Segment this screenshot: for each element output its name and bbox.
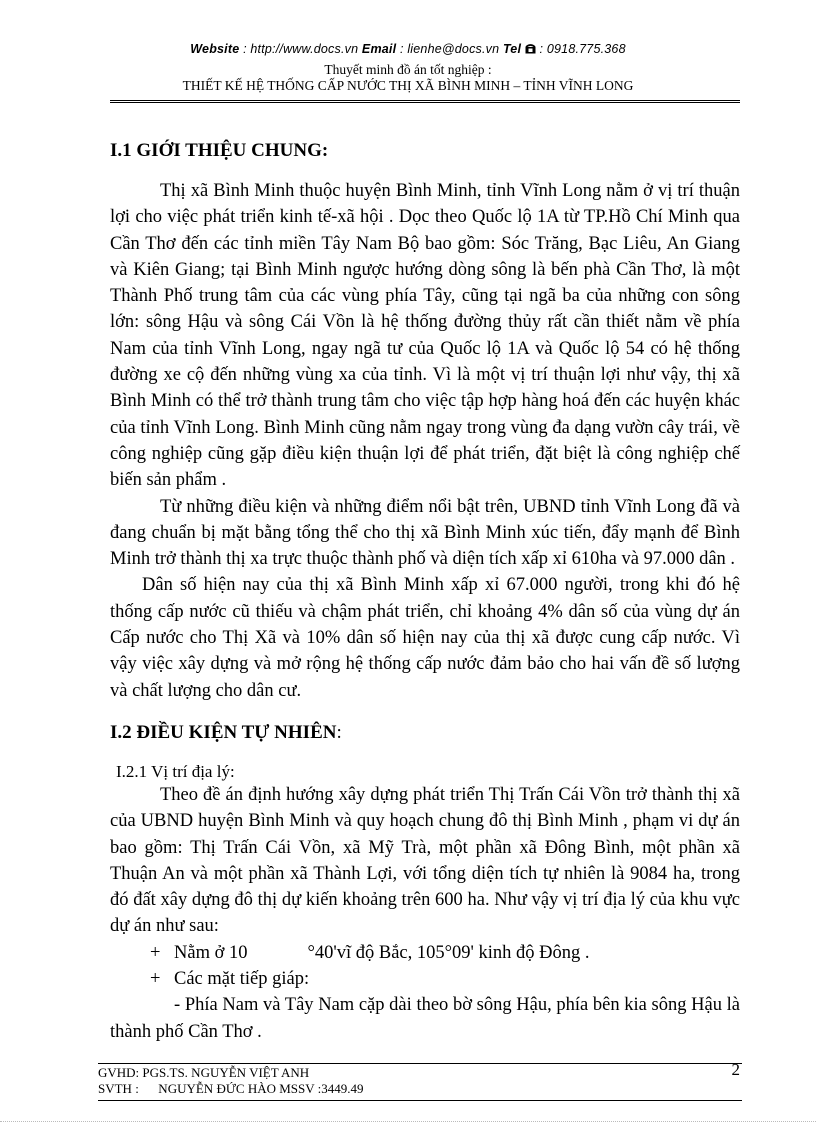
header-rule-double xyxy=(110,102,740,103)
bullet-borders-text: Các mặt tiếp giáp: xyxy=(174,969,310,990)
section-1-title: I.1 GIỚI THIỆU CHUNG: xyxy=(110,140,329,161)
subsection-title: I.2.1 Vị trí địa lý: xyxy=(116,761,235,781)
dash-item-south: - Phía Nam và Tây Nam cặp dài theo bờ sông Hậu, phía bên kia sông Hậu là thành phố Cần Thơ . xyxy=(110,995,740,1042)
document-header xyxy=(0,62,816,94)
telephone-icon xyxy=(525,44,536,54)
section-2-paragraph-1: Theo đề án định hướng xây dựng phát triển Thị Trấn Cái Vồn trở thành thị xã của UBND huyện Bình Minh và quy hoạch chung đô thị Bình Minh , phạm vi dự án bao gồm: Thị Trấn Cái Vồn, xã Mỹ Trà, một phần xã Đông Bình, một phần xã Thuận An và một phần xã Thành Lợi, với tổng diện tích tự nhiên là 9084 ha, trong đó đất xây dựng đô thị dự kiến khoảng trên 600 ha. Như vậy vị trí địa lý của khu vực dự án như sau: xyxy=(110,784,740,937)
page-number: 2 xyxy=(731,1060,740,1079)
section-2-title-colon: : xyxy=(336,721,342,743)
bullet-location-text-b: °40'vĩ độ Bắc, 105°09' kinh độ Đông . xyxy=(307,942,590,963)
email-label: Email xyxy=(361,42,397,56)
header-rule xyxy=(110,100,740,101)
website-value[interactable]: : http://www.docs.vn xyxy=(243,42,359,56)
section-2-title xyxy=(110,722,740,744)
footer-svth: SVTH : NGUYỄN ĐỨC HÀO MSSV :3449.49 xyxy=(98,1081,364,1096)
page-footer xyxy=(98,1060,742,1097)
website-label: Website xyxy=(190,42,240,56)
footer-rule xyxy=(98,1063,742,1064)
section-2-title-text: I.2 ĐIỀU KIỆN TỰ NHIÊN xyxy=(110,721,337,743)
page-edge xyxy=(0,1121,816,1122)
bullet-location xyxy=(110,940,740,966)
footer-gvhd: GVHD: PGS.TS. NGUYỄN VIỆT ANH xyxy=(98,1065,310,1080)
section-1-paragraph-1: Thị xã Bình Minh thuộc huyện Bình Minh, tỉnh Vĩnh Long nằm ở vị trí thuận lợi cho việc phát triển kinh tế-xã hội . Dọc theo Quốc lộ 1A từ TP.Hồ Chí Minh qua Cần Thơ đến các tỉnh miền Tây Nam Bộ bao gồm: Sóc Trăng, Bạc Liêu, An Giang và Kiên Giang; tại Bình Minh ngược hướng dòng sông là bến phà Cần Thơ, là một Thành Phố trung tâm của các vùng phía Tây, cũng tại ngã ba của những con sông lớn: sông Hậu và sông Cái Vồn là hệ thống đường thủy rất cần thiết nằm về phía Nam của tỉnh Vĩnh Long, ngay ngã tư của Quốc lộ 1A và Quốc lộ 54 có hệ thống đường xe cộ đến những vùng xa của tỉnh. Vì là một vị trí thuận lợi như vậy, thị xã Bình Minh có thể trở thành trung tâm cho việc tập hợp hàng hoá đến các huyện khác của tỉnh Vĩnh Long. Bình Minh cũng nằm ngay trong vùng đa dạng vườn cây trái, về công nghiệp cũng gặp điều kiện thuận lợi để phát triển, đặt biệt là công nghiệp chế biến sản phẩm . xyxy=(110,181,740,491)
header-line-1: Thuyết minh đồ án tốt nghiệp : xyxy=(324,62,492,77)
tel-value: : 0918.775.368 xyxy=(539,42,626,56)
section-1-paragraph-2: Từ những điều kiện và những điểm nổi bật trên, UBND tỉnh Vĩnh Long đã và đang chuẩn bị mặt bằng tổng thể cho thị xã Bình Minh xúc tiến, đẩy mạnh để Bình Minh trở thành thị xa trực thuộc thành phố và diện tích xấp xỉ 610ha và 97.000 dân . xyxy=(110,496,740,570)
site-banner xyxy=(0,42,816,56)
header-line-2: THIẾT KẾ HỆ THỐNG CẤP NƯỚC THỊ XÃ BÌNH MINH – TỈNH VĨNH LONG xyxy=(182,78,634,93)
bullet-borders xyxy=(110,966,740,992)
footer-rule-bottom xyxy=(98,1100,742,1101)
section-1-paragraph-3: Dân số hiện nay của thị xã Bình Minh xấp xỉ 67.000 người, trong khi đó hệ thống cấp nước cũ thiếu và chậm phát triển, chỉ khoảng 4% dân số của vùng dự án Cấp nước cho Thị Xã và 10% dân số hiện nay của thị xã được cung cấp nước. Vì vậy việc xây dựng và mở rộng hệ thống cấp nước đảm bảo cho hai vấn đề số lượng và chất lượng cho dân cư. xyxy=(110,575,740,701)
tel-label: Tel xyxy=(502,42,522,56)
page-content xyxy=(110,140,740,1045)
email-value[interactable]: : lienhe@docs.vn xyxy=(399,42,500,56)
bullet-location-text-a: Nằm ở 10 xyxy=(174,942,248,963)
bullet-mark: + xyxy=(150,969,161,990)
bullet-mark: + xyxy=(150,942,161,963)
